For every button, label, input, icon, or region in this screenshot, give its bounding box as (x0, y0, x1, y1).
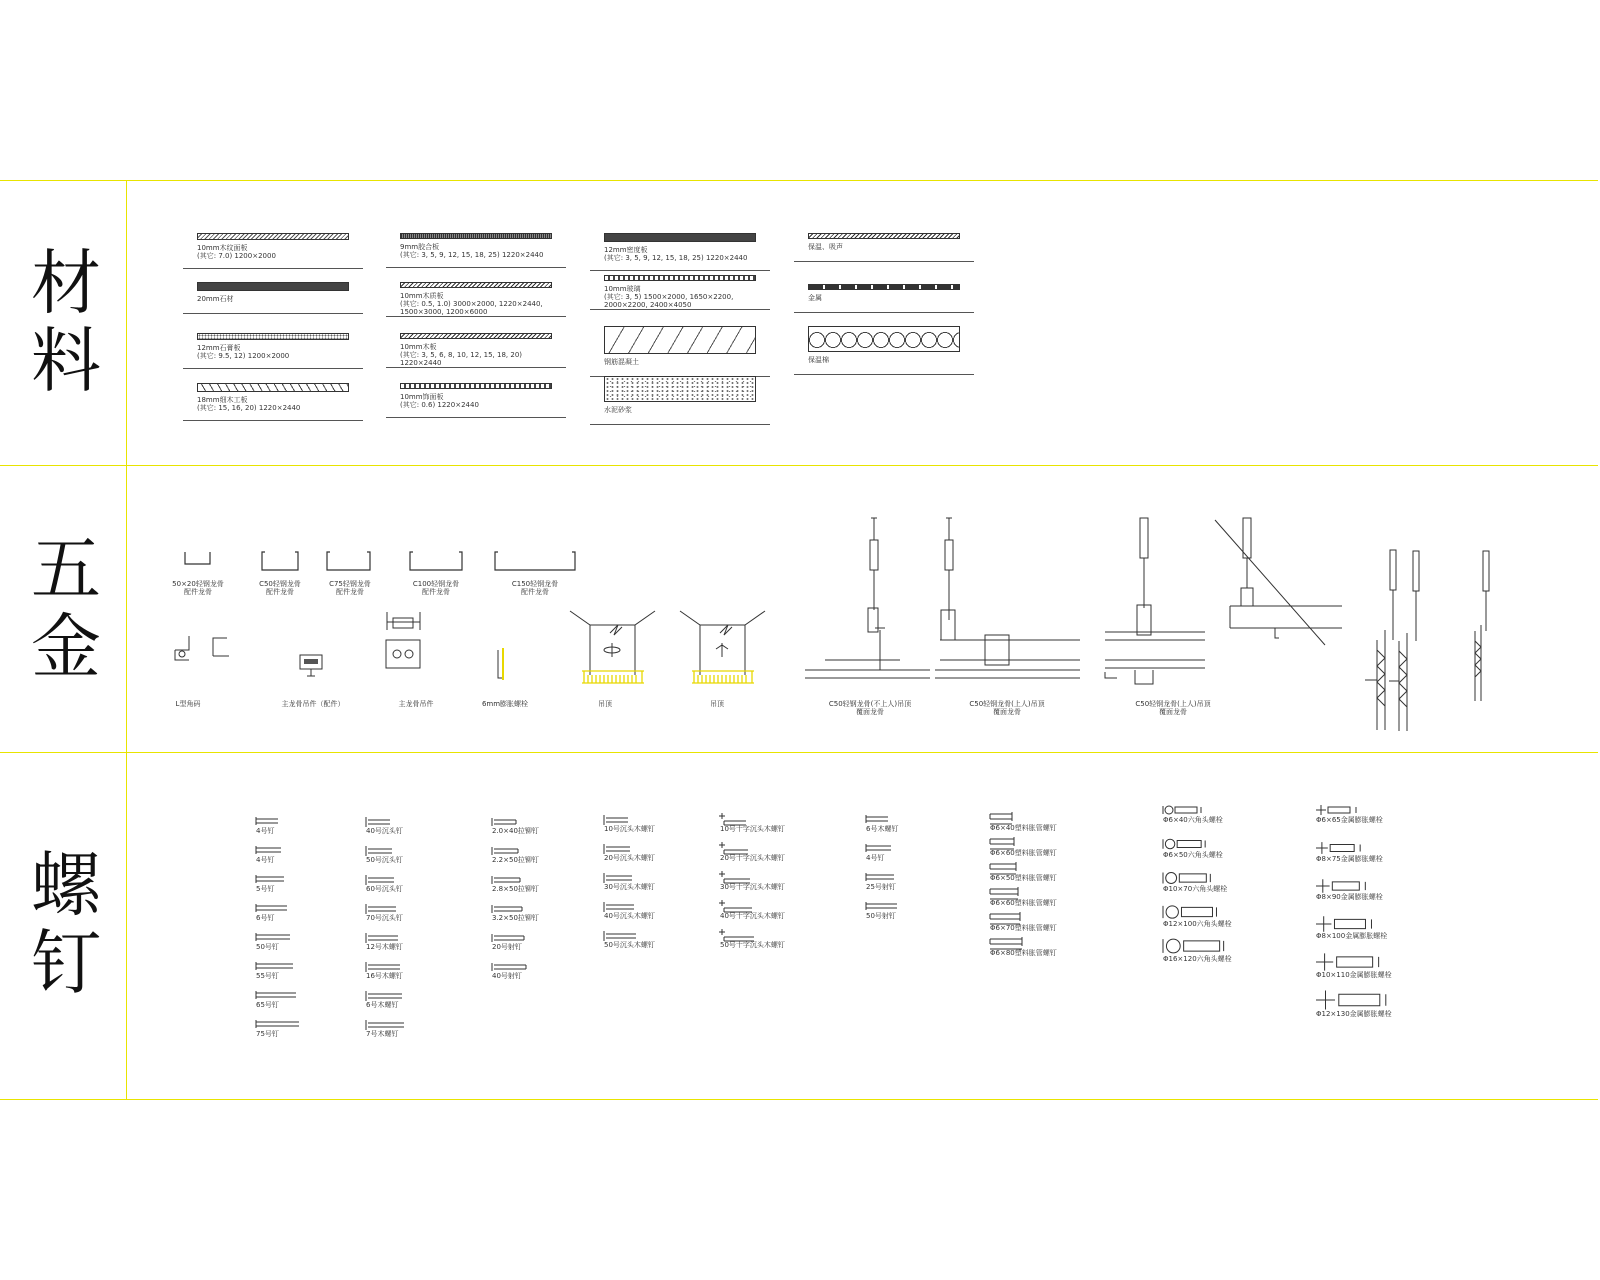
screw-entry (604, 813, 684, 833)
hardware-parts-drawing (165, 610, 585, 690)
screw-entry (492, 815, 572, 835)
screw-label: 20号射钉 (492, 943, 522, 951)
part-label: 6mm膨胀螺栓 (481, 700, 529, 708)
screw-icon (1163, 870, 1243, 886)
material-divider (590, 270, 770, 271)
assembly-label: C50轻钢龙骨(上人)吊顶 覆面龙骨 (1135, 700, 1211, 716)
screw-label: 30号十字沉头木螺钉 (720, 883, 785, 891)
screw-label: Φ12×100六角头螺栓 (1163, 920, 1232, 929)
screw-label: Φ6×50塑料胀管螺钉 (990, 874, 1057, 882)
screw-entry (1163, 870, 1243, 894)
material-label: 钢筋混凝土 (604, 358, 639, 366)
material-swatch (197, 383, 349, 392)
material-divider (794, 312, 974, 313)
screw-entry (256, 902, 336, 922)
screw-label: 4号钉 (256, 856, 275, 864)
screw-icon (1316, 878, 1396, 894)
material-swatch (400, 282, 552, 288)
material-swatch (400, 383, 552, 389)
screw-label: Φ12×130金属膨胀螺栓 (1316, 1009, 1392, 1018)
screw-entry (1316, 954, 1396, 979)
screw-label: 5号钉 (256, 885, 275, 893)
screw-label: 40号沉头钉 (366, 827, 403, 835)
screw-entry (1163, 836, 1243, 859)
row-divider-2 (0, 752, 1598, 753)
material-label: 10mm木质板 (其它: 0.5, 1.0) 3000×2000, 1220×2440, 1500×3000, 1200×6000 (400, 292, 543, 316)
material-label: 12mm石膏板 (其它: 9.5, 12) 1200×2000 (197, 344, 290, 360)
screw-label: Φ6×50六角头螺栓 (1163, 850, 1223, 859)
screw-entry (1316, 878, 1396, 902)
material-label: 10mm玻璃 (其它: 3, 5) 1500×2000, 1650×2200, 2000×2200, 2400×4050 (604, 285, 734, 309)
material-divider (794, 261, 974, 262)
screw-label: 65号钉 (256, 1001, 279, 1009)
screw-entry (366, 815, 446, 835)
screw-label: 4号钉 (256, 827, 275, 835)
screw-label: 4号钉 (866, 854, 885, 862)
screw-entry (866, 871, 946, 891)
screw-entry (604, 842, 684, 862)
profile-label: C150轻钢龙骨 配件龙骨 (511, 580, 559, 596)
screw-label: 20号十字沉头木螺钉 (720, 854, 785, 862)
material-divider (183, 268, 363, 269)
screw-entry (256, 989, 336, 1009)
material-divider (183, 420, 363, 421)
screw-label: 6号钉 (256, 914, 275, 922)
material-label: 20mm石材 (197, 295, 234, 303)
screw-label: 75号钉 (256, 1030, 279, 1038)
profile-label: 50×20轻钢龙骨 配件龙骨 (172, 580, 224, 596)
screw-entry (256, 873, 336, 893)
screw-entry (720, 871, 800, 891)
material-swatch (197, 233, 349, 240)
screw-label: 25号射钉 (866, 883, 896, 891)
profile-label: C75轻钢龙骨 配件龙骨 (329, 580, 371, 596)
screw-entry (366, 902, 446, 922)
screw-icon (1163, 904, 1243, 920)
material-divider (183, 313, 363, 314)
material-label: 水泥砂浆 (604, 406, 632, 414)
steel-profiles-drawing (180, 548, 600, 578)
screw-label: 2.0×40拉铆钉 (492, 827, 539, 835)
screw-entry (604, 900, 684, 920)
screw-label: 6号木螺钉 (866, 825, 899, 833)
material-label: 10mm饰面板 (其它: 0.6) 1220×2440 (400, 393, 479, 409)
screw-label: 40号沉头木螺钉 (604, 912, 655, 920)
screw-label: 40号射钉 (492, 972, 522, 980)
material-swatch (197, 333, 349, 340)
material-swatch (604, 326, 756, 354)
screw-entry (1316, 802, 1396, 822)
screw-label: Φ6×70塑料胀管螺钉 (990, 924, 1057, 932)
screw-entry (256, 844, 336, 864)
screw-label: 20号沉头木螺钉 (604, 854, 655, 862)
profile-label: C100轻钢龙骨 配件龙骨 (412, 580, 460, 596)
screw-label: Φ8×100金属膨胀螺栓 (1316, 932, 1388, 941)
part-label: L型角码 (175, 700, 201, 708)
screw-entry (366, 1018, 446, 1038)
assembly-label: C50轻钢龙骨(上人)吊顶 覆面龙骨 (969, 700, 1045, 716)
screw-entry (720, 900, 800, 920)
column-divider (126, 180, 127, 1100)
screw-entry (604, 929, 684, 949)
screw-label: 6号木螺钉 (366, 1001, 399, 1009)
screw-entry (1316, 992, 1396, 1018)
material-divider (386, 267, 566, 268)
material-swatch (400, 333, 552, 339)
material-label: 10mm木纹面板 (其它: 7.0) 1200×2000 (197, 244, 276, 260)
screw-label: Φ6×80塑料胀管螺钉 (990, 949, 1057, 957)
screw-label: Φ6×60塑料胀管螺钉 (990, 899, 1057, 907)
material-label: 18mm细木工板 (其它: 15, 16, 20) 1220×2440 (197, 396, 301, 412)
screw-entry (1316, 916, 1396, 941)
screw-label: Φ6×40塑料胀管螺钉 (990, 824, 1057, 832)
screw-label: 50号沉头钉 (366, 856, 403, 864)
screw-entry (990, 887, 1070, 907)
screw-label: 30号沉头木螺钉 (604, 883, 655, 891)
screw-icon (1316, 992, 1396, 1008)
screw-label: 50号十字沉头木螺钉 (720, 941, 785, 949)
screw-label: 16号木螺钉 (366, 972, 403, 980)
screw-entry (866, 900, 946, 920)
section-title-hardware: 五金 (31, 528, 101, 688)
screw-label: Φ6×60塑料胀管螺钉 (990, 849, 1057, 857)
part-label: 吊顶 (598, 700, 612, 708)
screw-label: 10号沉头木螺钉 (604, 825, 655, 833)
material-label: 12mm密度板 (其它: 3, 5, 9, 12, 15, 18, 25) 1220×2440 (604, 246, 748, 262)
screw-label: Φ6×65金属膨胀螺栓 (1316, 816, 1383, 824)
material-swatch (197, 282, 349, 291)
screw-entry (1163, 938, 1243, 963)
screw-icon (1316, 840, 1396, 856)
screw-label: Φ8×75金属膨胀螺栓 (1316, 854, 1383, 863)
material-divider (386, 367, 566, 368)
screw-label: 60号沉头钉 (366, 885, 403, 893)
screw-entry (720, 813, 800, 833)
screw-entry (366, 931, 446, 951)
part-label: 主龙骨吊件 (398, 700, 434, 708)
screw-entry (990, 912, 1070, 932)
screw-icon (1163, 836, 1243, 852)
screw-label: Φ10×70六角头螺栓 (1163, 885, 1228, 894)
assembly-label: C50轻钢龙骨(不上人)吊顶 覆面龙骨 (828, 700, 912, 716)
screw-entry (366, 960, 446, 980)
part-label: 吊顶 (710, 700, 724, 708)
screw-label: 2.2×50拉铆钉 (492, 856, 539, 864)
screw-label: Φ16×120六角头螺栓 (1163, 954, 1232, 963)
material-label: 10mm木板 (其它: 3, 5, 6, 8, 10, 12, 15, 18, 20) 1220×2440 (400, 343, 522, 367)
section-title-materials: 材料 (31, 242, 101, 402)
screw-label: 40号十字沉头木螺钉 (720, 912, 785, 920)
screw-label: 50号沉头木螺钉 (604, 941, 655, 949)
screw-entry (492, 902, 572, 922)
screw-entry (720, 842, 800, 862)
part-label: 主龙骨吊件（配件） (281, 700, 345, 708)
screw-entry (1316, 840, 1396, 863)
material-divider (183, 368, 363, 369)
material-label: 保温、吸声 (808, 243, 843, 251)
material-divider (386, 316, 566, 317)
screw-entry (866, 813, 946, 833)
material-swatch (808, 233, 960, 239)
ceiling-detail-drawing (570, 605, 790, 685)
row-divider-1 (0, 465, 1598, 466)
screw-label: 3.2×50拉铆钉 (492, 914, 539, 922)
screw-label: 50号钉 (256, 943, 279, 951)
material-label: 保温棉 (808, 356, 829, 364)
screw-label: 50号射钉 (866, 912, 896, 920)
screw-label: 55号钉 (256, 972, 279, 980)
screw-entry (492, 873, 572, 893)
screw-entry (366, 844, 446, 864)
material-swatch (604, 376, 756, 402)
screw-entry (990, 862, 1070, 882)
screw-label: Φ10×110金属膨胀螺栓 (1316, 970, 1392, 979)
screw-entry (866, 842, 946, 862)
screw-entry (256, 931, 336, 951)
material-divider (590, 424, 770, 425)
screw-entry (604, 871, 684, 891)
material-divider (590, 309, 770, 310)
screw-label: Φ8×90金属膨胀螺栓 (1316, 893, 1383, 902)
screw-label: 7号木螺钉 (366, 1030, 399, 1038)
screw-entry (366, 989, 446, 1009)
screw-entry (1163, 904, 1243, 929)
material-divider (794, 374, 974, 375)
screw-entry (1163, 802, 1243, 822)
screw-label: 2.8×50拉铆钉 (492, 885, 539, 893)
screw-icon (1316, 916, 1396, 932)
screw-entry (990, 837, 1070, 857)
screw-entry (990, 812, 1070, 832)
screw-entry (492, 960, 572, 980)
wall-bracket-drawing (1375, 545, 1515, 735)
screw-entry (366, 873, 446, 893)
screw-entry (256, 1018, 336, 1038)
screw-label: 70号沉头钉 (366, 914, 403, 922)
material-swatch (808, 326, 960, 352)
screw-label: 12号木螺钉 (366, 943, 403, 951)
screw-icon (1316, 954, 1396, 970)
screw-entry (492, 931, 572, 951)
screw-label: 10号十字沉头木螺钉 (720, 825, 785, 833)
screw-entry (720, 929, 800, 949)
profile-label: C50轻钢龙骨 配件龙骨 (259, 580, 301, 596)
screw-label: Φ6×40六角头螺栓 (1163, 816, 1223, 824)
section-title-screws: 螺钉 (31, 844, 101, 1004)
screw-entry (256, 815, 336, 835)
material-swatch (808, 284, 960, 290)
material-divider (386, 417, 566, 418)
screw-icon (1163, 938, 1243, 954)
material-swatch (400, 233, 552, 239)
material-swatch (604, 275, 756, 281)
material-label: 9mm胶合板 (其它: 3, 5, 9, 12, 15, 18, 25) 1220×2440 (400, 243, 544, 259)
screw-entry (256, 960, 336, 980)
screw-entry (990, 937, 1070, 957)
material-label: 金属 (808, 294, 822, 302)
screw-entry (492, 844, 572, 864)
material-swatch (604, 233, 756, 242)
